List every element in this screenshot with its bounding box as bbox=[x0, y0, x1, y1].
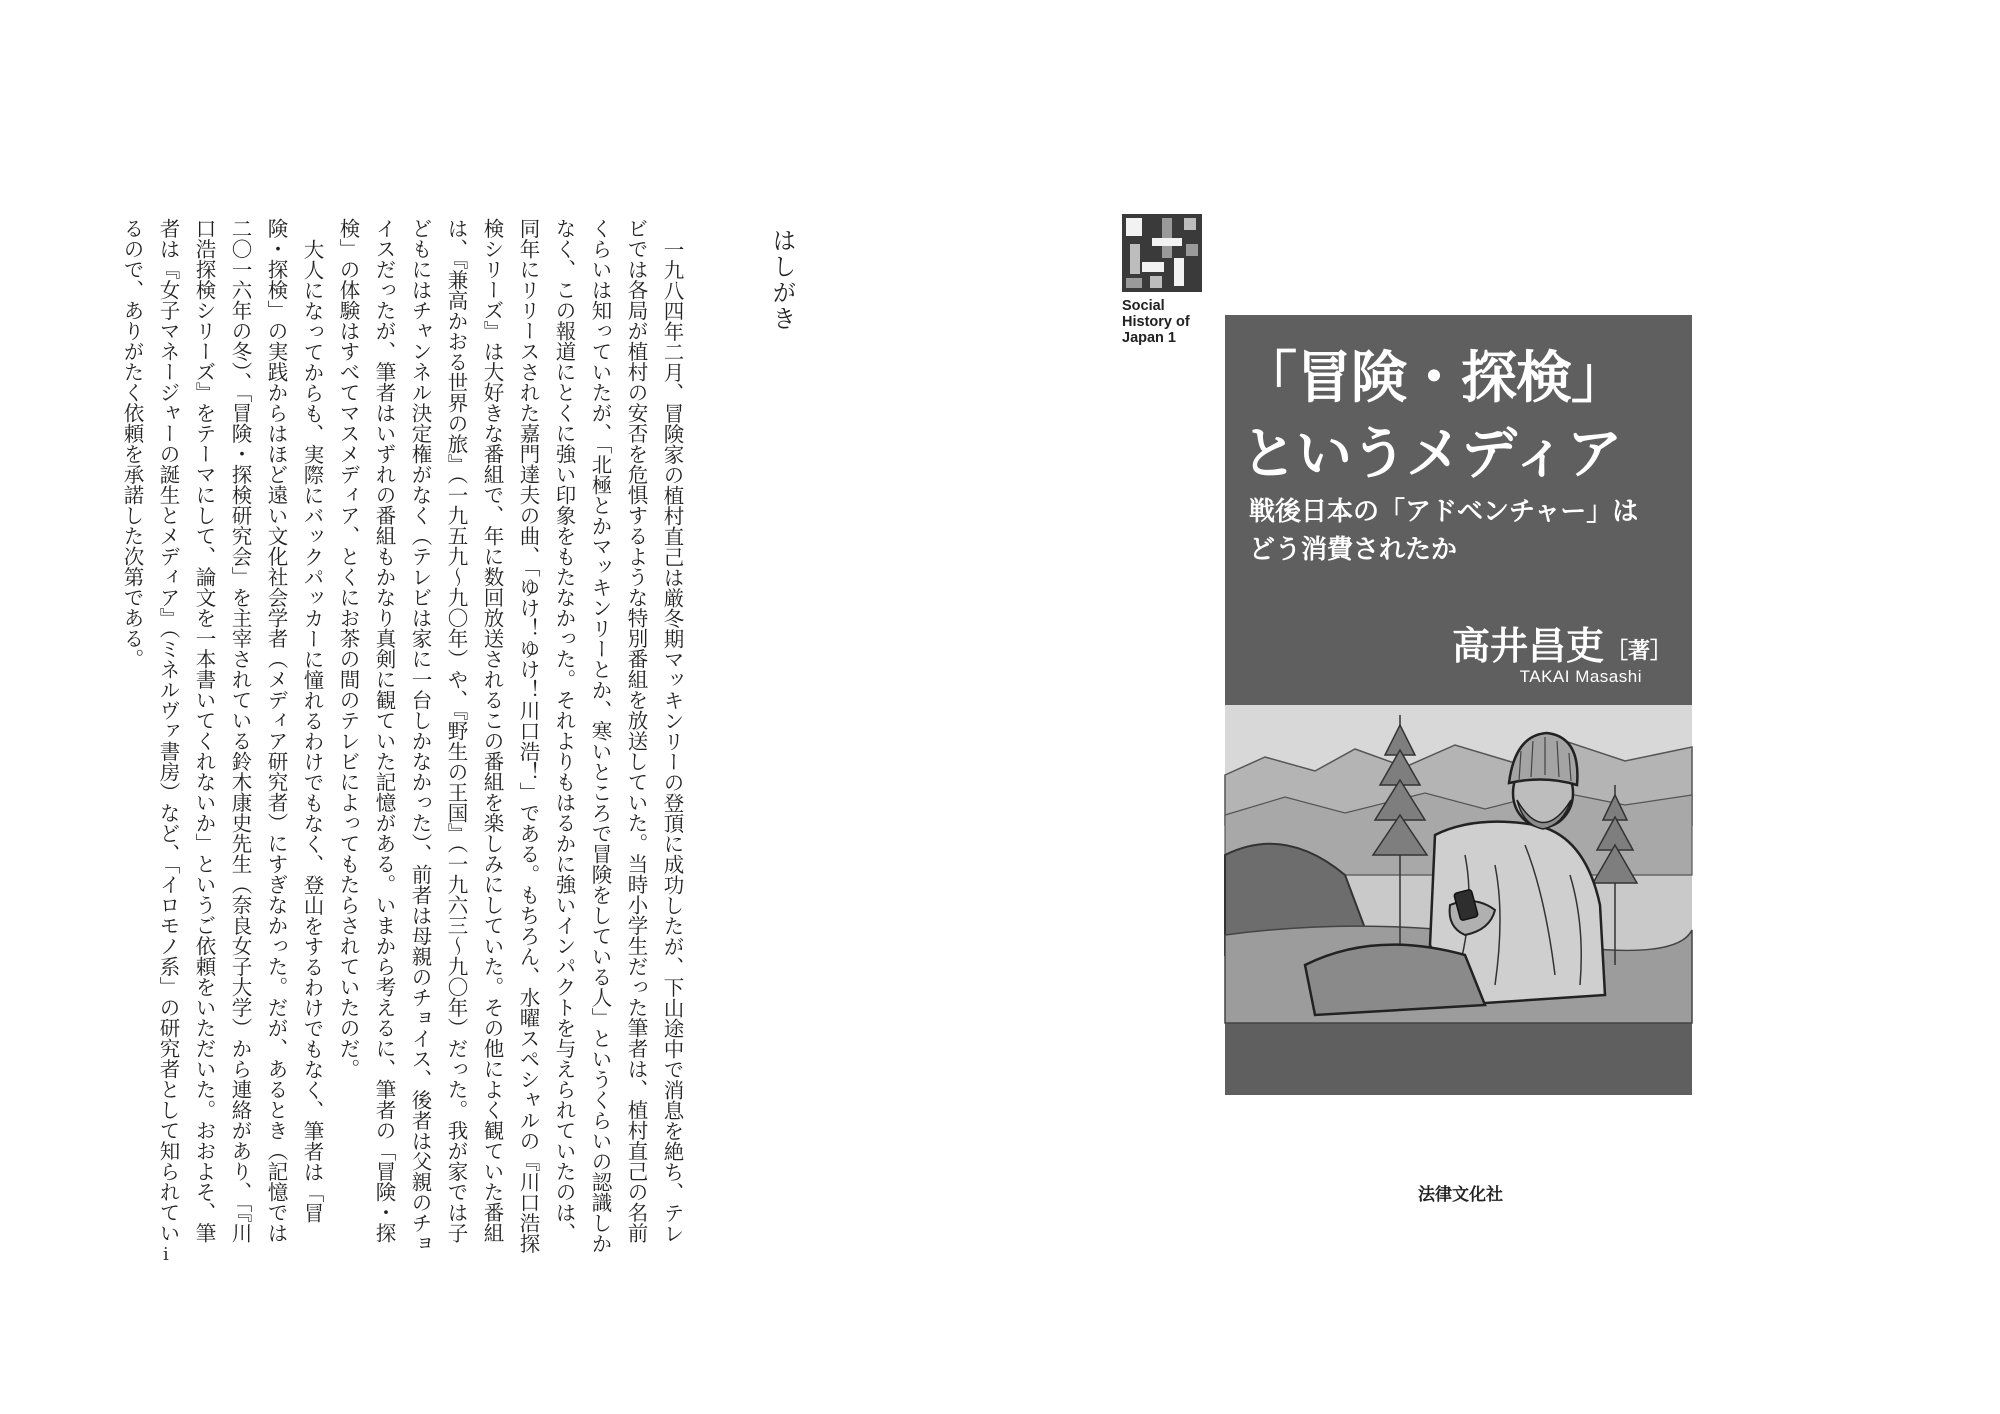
preface-paragraph: 大人になってからも、実際にバックパッカーに憧れるわけでもなく、登山をするわけでもなく、筆者は「冒険・探検」の実践からはほど遠い文化社会学者（メディア研究者）にすぎなかった。だが、あるとき（記憶では二〇一六年の冬）、「冒険・探検研究会」を主宰されている鈴木康史先生（奈良女子大学）から連絡があり、「『川口浩探検シリーズ』をテーマにして、論文を一本書いてくれないか」というご依頼をいただいた。おおよそ、筆者は『女子マネージャーの誕生とメディア』（ミネルヴァ書房）など、「イロモノ系」の研究者として知られているので、ありがたく依頼を承諾した次第である。 bbox=[120, 218, 324, 1243]
cover-illustration bbox=[1225, 705, 1692, 1023]
cover-author: 高井昌吏［著］ bbox=[1451, 623, 1672, 668]
cover-title: 「冒険・探検」 というメディア bbox=[1241, 346, 1626, 487]
page-number: i bbox=[163, 1244, 169, 1265]
series-label: Social History of Japan 1 bbox=[1122, 298, 1190, 346]
cover-author-romaji: TAKAI Masashi bbox=[1519, 667, 1642, 686]
cover-subtitle: 戦後日本の「アドベンチャー」は どう消費されたか bbox=[1249, 497, 1639, 565]
book-cover bbox=[1225, 315, 1692, 1095]
series-logo bbox=[1122, 214, 1202, 292]
preface-body bbox=[120, 218, 690, 1258]
preface-paragraph: 一九八四年二月、冒険家の植村直己は厳冬期マッキンリーの登頂に成功したが、下山途中で消息を絶ち、テレビでは各局が植村の安否を危惧するような特別番組を放送していた。当時小学生だった筆者は、植村直己の名前くらいは知っていたが、「北極とかマッキンリーとか、寒いところで冒険をしている人」というくらいの認識しかなく、この報道にとくに強い印象をもたなかった。それよりもはるかに強いインパクトを与えられていたのは、同年にリリースされた嘉門達夫の曲、「ゆけ！ゆけ！川口浩！」である。もちろん、水曜スペシャルの『川口浩探検シリーズ』は大好きな番組で、年に数回放送されるこの番組を楽しみにしていた。その他によく観ていた番組は、『兼高かおる世界の旅』（一九五九〜九〇年）や、『野生の王国』（一九六三〜九〇年）だった。我が家では子どもにはチャンネル決定権がなく（テレビは家に一台しかなかった）、前者は母親のチョイス、後者は父親のチョイスだったが、筆者はいずれの番組もかなり真剣に観ていた記憶がある。いまから考えるに、筆者の「冒険・探検」の体験はすべてマスメディア、とくにお茶の間のテレビによってもたらされていたのだ。 bbox=[336, 218, 684, 1254]
publisher-name: 法律文化社 bbox=[1418, 1185, 1503, 1205]
preface-heading: はしがき bbox=[768, 228, 796, 332]
